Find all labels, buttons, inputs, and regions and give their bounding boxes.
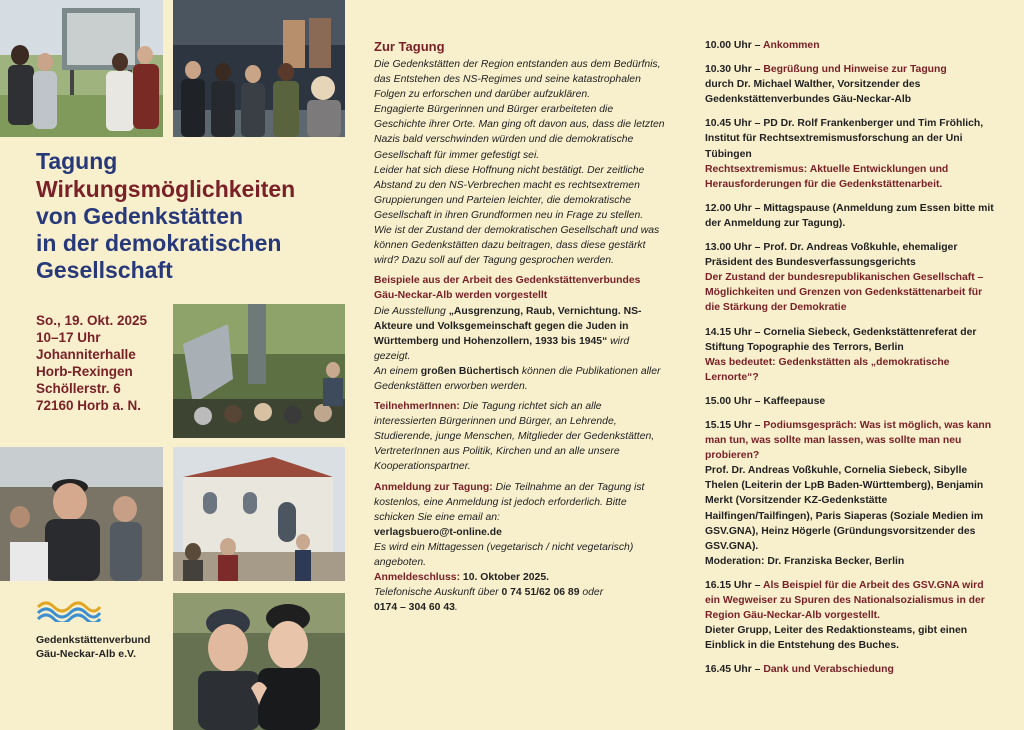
organization-subname: Gäu-Neckar-Alb e.V. [36, 648, 136, 660]
exhibition-title: „Ausgrenzung, Raub, Vernichtung. NS-Akteure und Volksgemeinschaft gegen die Juden in Württemberg und Hohenzollern, 1933 bis 1945“ [374, 305, 642, 347]
participants-heading: TeilnehmerInnen: [374, 401, 460, 413]
program-time: 15.15 Uhr [705, 419, 752, 431]
program-item: 14.15 Uhr – Cornelia Siebeck, Gedenkstättenreferat der Stiftung Topographie des Terrors, Berlin Was bedeutet: Gedenkstätten als „demokratische Lernorte“? [705, 326, 977, 383]
program-time: 16.15 Uhr [705, 579, 752, 591]
program-title: Begrüßung und Hinweise zur Tagung [763, 64, 947, 76]
registration-section [374, 480, 666, 616]
lunch-paragraph: Es wird ein Mittagessen (vegetarisch / nicht vegetarisch) angeboten. [374, 541, 634, 568]
title-line-red: Wirkungsmöglichkeiten [36, 176, 296, 202]
program-title: Podiumsgespräch: Was ist möglich, was kann man tun, was sollte man lassen, was sollte man neu probieren? [705, 419, 992, 462]
program-item: 10.30 Uhr – Begrüßung und Hinweise zur Tagung durch Dr. Michael Walther, Vorsitzender des Gedenkstättenverbundes Gäu-Neckar-Alb [705, 64, 947, 106]
event-date: So., 19. Okt. 2025 [36, 313, 148, 328]
participants-section [374, 399, 666, 474]
intro-paragraph: Die Gedenkstätten der Region entstanden aus dem Bedürfnis, das Entstehen des NS-Regimes und seine katastrophalen Folgen zu erforschen und darüber aufzuklären. [374, 59, 661, 101]
registration-text: Die Teilnahme an der Tagung ist kostenlos, eine Anmeldung ist jedoch erforderlich. Bitte schicken Sie eine email an: [374, 481, 645, 523]
program-time: 10.45 Uhr [705, 118, 752, 130]
deadline-label: Anmeldeschluss: [374, 572, 461, 584]
organization-logo-icon [36, 598, 102, 622]
event-info [36, 312, 176, 414]
registration-paragraph [374, 480, 666, 525]
title-line-blue: in der demokratischen [36, 230, 282, 256]
program-time: 10.30 Uhr [705, 64, 752, 76]
program-list [705, 38, 995, 686]
program-title: Der Zustand der bundesrepublikanischen Gesellschaft – Möglichkeiten und Grenzen von Gedenkstättenarbeit für die Stärkung der Demokratie [705, 272, 984, 314]
title-block [36, 148, 336, 284]
exhibition-pre: Die Ausstellung [374, 305, 449, 317]
program-item: 15.00 Uhr – Kaffeepause [705, 395, 826, 407]
exhibition-paragraph [374, 304, 666, 364]
program-time: 12.00 Uhr [705, 202, 752, 214]
examples-heading: Beispiele aus der Arbeit des Gedenkstättenverbundes Gäu-Neckar-Alb werden vorgestellt [374, 275, 641, 302]
organization-block [36, 598, 176, 661]
program-time: 16.45 Uhr [705, 664, 752, 676]
program-time: 10.00 Uhr [705, 40, 752, 51]
photo-group-forest-sculpture [173, 304, 345, 438]
books-post: können die Publikationen aller Gedenkstätten erworben werden. [374, 365, 661, 392]
program-detail: Dieter Grupp, Leiter des Redaktionsteams, gibt einen Einblick in die Entstehung des Buches. [705, 625, 968, 652]
deadline-paragraph [374, 570, 666, 585]
event-city: 72160 Horb a. N. [36, 398, 142, 413]
deadline-value: 10. Oktober 2025. [460, 572, 549, 584]
photo-visitors-outdoor-sign [0, 0, 163, 137]
intro-paragraph: Leider hat sich diese Hoffnung nicht bestätigt. Der zeitliche Abstand zu den NS-Verbrechen macht es rechtsextremen Gruppierungen und Parteien leichter, die demokratische Gesellschaft in ihren Grundformen neu in Frage zu stellen. [374, 164, 645, 221]
organization-name: Gedenkstättenverbund [36, 634, 151, 646]
event-venue: Johanniterhalle [36, 347, 136, 362]
program-item: 10.00 Uhr – Ankommen [705, 40, 820, 51]
program-detail: durch Dr. Michael Walther, Vorsitzender des Gedenkstättenverbundes Gäu-Neckar-Alb [705, 79, 921, 106]
participants-paragraph [374, 399, 666, 474]
photo-speaker-with-hat [0, 447, 163, 581]
program-detail: Kaffeepause [763, 395, 826, 407]
program-time: 14.15 Uhr [705, 326, 752, 338]
program-title: Was bedeutet: Gedenkstätten als „demokratische Lernorte“? [705, 356, 950, 383]
phone-mid: oder [579, 587, 604, 599]
program-moderation: Moderation: Dr. Franziska Becker, Berlin [705, 555, 905, 567]
books-bold: großen Büchertisch [420, 365, 519, 377]
examples-section [374, 273, 666, 394]
phone-post: . [454, 602, 458, 614]
phone-number-1: 0 74 51/62 06 89 [501, 587, 580, 599]
phone-number-2: 0174 – 304 60 43 [374, 602, 455, 614]
event-place: Horb-Rexingen [36, 364, 133, 379]
tagung-label: Tagung [36, 148, 118, 174]
about-section [374, 38, 666, 615]
event-street: Schöllerstr. 6 [36, 381, 121, 396]
program-panelists: Prof. Dr. Andreas Voßkuhle, Cornelia Siebeck, Sibylle Thelen (Leiterin der LpB Baden-Württemberg), Benjamin Merkt (Vorsitzender KZ-Gedenkstätte Hailfingen/Tailfingen), Paris Siaperas (Soziale Medien im GSV.GNA), Heinz Högerle (Gründungsvorsitzender des GSV.GNA). [705, 465, 984, 552]
program-time: 15.00 Uhr [705, 395, 752, 407]
phone-paragraph [374, 585, 666, 615]
intro-paragraph: Wie ist der Zustand der demokratischen Gesellschaft und was können Gedenkstätten dazu beitragen, dass diese gestärkt wird? Dazu soll auf der Tagung gesprochen werden. [374, 225, 660, 267]
program-item: 10.45 Uhr – PD Dr. Rolf Frankenberger und Tim Fröhlich, Institut für Rechtsextremismusforschung an der Uni Tübingen Rechtsextremismus: Aktuelle Entwicklungen und Herausforderungen für die Gedenkstättenarbeit. [705, 118, 984, 190]
photo-indoor-exhibition [173, 0, 345, 137]
program-item: 12.00 Uhr – Mittagspause (Anmeldung zum Essen bitte mit der Anmeldung zur Tagung). [705, 202, 994, 229]
program-speaker: PD Dr. Rolf Frankenberger und Tim Fröhlich, Institut für Rechtsextremismusforschung an der Uni Tübingen [705, 118, 984, 160]
photo-building-group [173, 447, 345, 581]
exhibition-post: wird gezeigt. [374, 335, 630, 362]
title-line-blue: von Gedenkstätten [36, 203, 244, 229]
program-speaker: Prof. Dr. Andreas Voßkuhle, ehemaliger Präsident des Bundesverfassungsgerichts [705, 242, 958, 269]
registration-heading: Anmeldung zur Tagung: [374, 481, 493, 493]
program-title: Dank und Verabschiedung [763, 664, 894, 676]
intro-paragraph: Engagierte Bürgerinnen und Bürger erarbeiteten die Geschichte ihrer Orte. Man ging oft davon aus, dass die letzten Nazis bald verschwinden würden und die demokratische Gesellschaft für immer gefestigt sei. [374, 104, 665, 161]
program-title: Als Beispiel für die Arbeit des GSV.GNA wird ein Wegweiser zu Spuren des Nationalsozialismus in der Region Gäu-Neckar-Alb vorgestellt. [705, 579, 985, 622]
program-time: 13.00 Uhr [705, 242, 752, 254]
program-speaker: Cornelia Siebeck, Gedenkstättenreferat der Stiftung Topographie des Terrors, Berlin [705, 326, 977, 353]
program-detail: Mittagspause (Anmeldung zum Essen bitte mit der Anmeldung zur Tagung). [705, 202, 994, 229]
books-pre: An einem [374, 365, 421, 377]
about-title: Zur Tagung [374, 39, 445, 54]
participants-text: Die Tagung richtet sich an alle interessierten Bürgerinnen und Bürger, an Lehrende, Studierende, junge Menschen, Mitglieder der Gedenkstätten, VertreterInnen aus Politik, Kirchen und an alle unsere Kooperationspartner. [374, 401, 655, 473]
program-item: 16.45 Uhr – Dank und Verabschiedung [705, 664, 894, 676]
program-item: 15.15 Uhr – Podiumsgespräch: Was ist möglich, was kann man tun, was sollte man lassen, was sollte man neu probieren? Prof. Dr. Andreas Voßkuhle, Cornelia Siebeck, Sibylle Thelen (Leiterin der LpB Baden-Württemberg), Benjamin Merkt (Vorsitzender KZ-Gedenkstätte Hailfingen/Tailfingen), Paris Siaperas (Soziale Medien im GSV.GNA), Heinz Högerle (Gründungsvorsitzender des GSV.GNA). Moderation: Dr. Franziska Becker, Berlin [705, 419, 992, 567]
program-item: 16.15 Uhr – Als Beispiel für die Arbeit des GSV.GNA wird ein Wegweiser zu Spuren des Nationalsozialismus in der Region Gäu-Neckar-Alb vorgestellt. Dieter Grupp, Leiter des Redaktionsteams, gibt einen Einblick in die Entstehung des Buches. [705, 579, 985, 652]
registration-email[interactable]: verlagsbuero@t-online.de [374, 526, 502, 538]
photo-young-women-heart [173, 593, 345, 730]
books-paragraph [374, 364, 666, 394]
program-title: Ankommen [762, 40, 820, 51]
event-time: 10–17 Uhr [36, 330, 101, 345]
phone-pre: Telefonische Auskunft über [374, 587, 502, 599]
program-title: Rechtsextremismus: Aktuelle Entwicklungen und Herausforderungen für die Gedenkstättenarbeit. [705, 163, 949, 190]
program-item: 13.00 Uhr – Prof. Dr. Andreas Voßkuhle, ehemaliger Präsident des Bundesverfassungsgerichts Der Zustand der bundesrepublikanischen Gesellschaft – Möglichkeiten und Grenzen von Gedenkstättenarbeit für die Stärkung der Demokratie [705, 242, 984, 314]
title-line-blue: Gesellschaft [36, 257, 173, 283]
